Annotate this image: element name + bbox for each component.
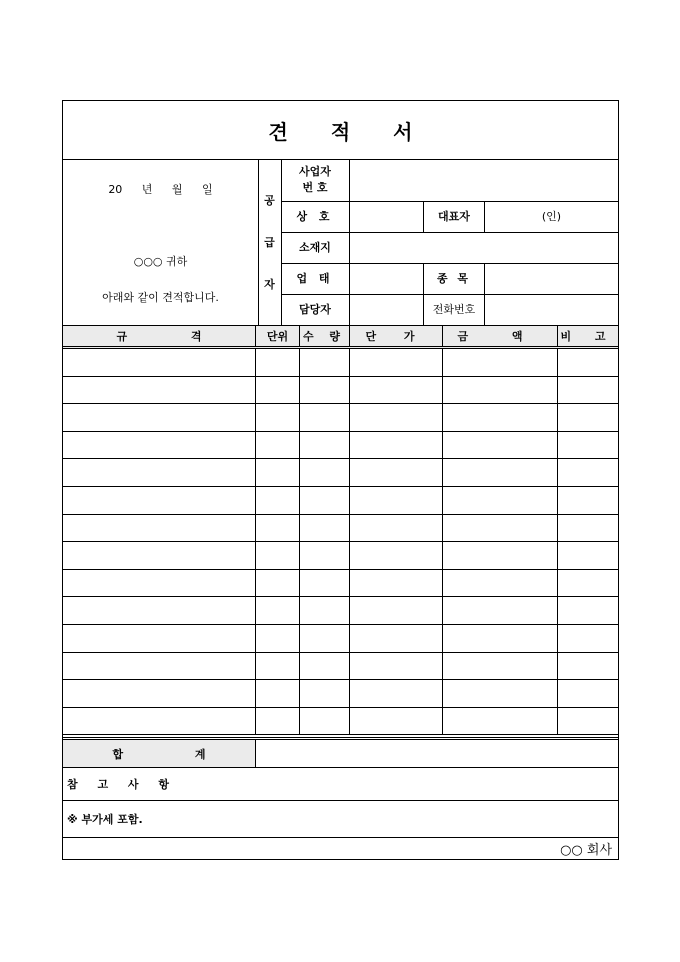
cell-unit-price[interactable] — [350, 708, 443, 735]
business-item-label: 종 목 — [424, 263, 485, 294]
company-name-input[interactable] — [350, 201, 424, 232]
cell-unit[interactable] — [256, 459, 300, 486]
table-row — [63, 487, 618, 515]
cell-unit[interactable] — [256, 349, 300, 376]
table-row — [63, 680, 618, 708]
table-header — [63, 325, 618, 349]
table-row — [63, 349, 618, 377]
cell-spec[interactable] — [63, 653, 256, 680]
total-value[interactable] — [256, 740, 618, 767]
cell-spec[interactable] — [63, 708, 256, 735]
contact-row — [281, 294, 618, 325]
cell-amount[interactable] — [443, 349, 558, 376]
header-quantity: 수 량 — [300, 326, 350, 346]
table-row — [63, 653, 618, 681]
cell-remarks[interactable] — [558, 349, 618, 376]
table-row — [63, 459, 618, 487]
cell-spec[interactable] — [63, 349, 256, 376]
notes-label: 참 고 사 항 — [63, 768, 618, 801]
cell-amount[interactable] — [443, 404, 558, 431]
supplier-label-char: 자 — [264, 278, 275, 291]
business-number-input[interactable] — [350, 159, 618, 201]
cell-quantity[interactable] — [300, 653, 350, 680]
cell-amount[interactable] — [443, 515, 558, 542]
business-type-input[interactable] — [350, 263, 424, 294]
address-input[interactable] — [350, 232, 618, 263]
header-unit-price: 단 가 — [350, 326, 443, 346]
cell-remarks[interactable] — [558, 459, 618, 486]
cell-spec[interactable] — [63, 570, 256, 597]
cell-quantity[interactable] — [300, 459, 350, 486]
cell-unit[interactable] — [256, 570, 300, 597]
cell-quantity[interactable] — [300, 432, 350, 459]
supplier-label-char: 급 — [264, 236, 275, 249]
cell-quantity[interactable] — [300, 515, 350, 542]
business-item-input[interactable] — [485, 263, 618, 294]
cell-amount[interactable] — [443, 625, 558, 652]
cell-quantity[interactable] — [300, 542, 350, 569]
cell-unit[interactable] — [256, 377, 300, 404]
cell-spec[interactable] — [63, 597, 256, 624]
contact-person-input[interactable] — [350, 294, 424, 325]
table-row — [63, 515, 618, 543]
cell-unit[interactable] — [256, 487, 300, 514]
cell-spec[interactable] — [63, 432, 256, 459]
address-label: 소재지 — [281, 232, 350, 263]
cell-quantity[interactable] — [300, 708, 350, 735]
representative-seal[interactable]: (인) — [541, 209, 562, 223]
business-type-row — [281, 263, 618, 295]
cell-remarks[interactable] — [558, 515, 618, 542]
cell-amount[interactable] — [443, 542, 558, 569]
cell-unit-price[interactable] — [350, 515, 443, 542]
cell-unit[interactable] — [256, 542, 300, 569]
cell-spec[interactable] — [63, 459, 256, 486]
cell-unit-price[interactable] — [350, 432, 443, 459]
phone-label: 전화번호 — [424, 294, 485, 325]
recipient-name[interactable]: ○○○ 귀하 — [133, 255, 188, 268]
header-unit: 단위 — [256, 326, 300, 346]
cell-unit-price[interactable] — [350, 487, 443, 514]
cell-remarks[interactable] — [558, 625, 618, 652]
address-row — [281, 232, 618, 264]
statement-text: 아래와 같이 견적합니다. — [102, 291, 219, 304]
table-row — [63, 432, 618, 460]
company-name-row — [281, 201, 618, 233]
cell-amount[interactable] — [443, 708, 558, 735]
cell-amount[interactable] — [443, 653, 558, 680]
table-row — [63, 404, 618, 432]
cell-amount[interactable] — [443, 487, 558, 514]
date-field[interactable]: 20 년 월 일 — [108, 183, 213, 196]
business-type-label: 업 태 — [281, 263, 350, 294]
cell-quantity[interactable] — [300, 487, 350, 514]
cell-remarks[interactable] — [558, 542, 618, 569]
cell-remarks[interactable] — [558, 404, 618, 431]
header-amount: 금 액 — [443, 326, 558, 346]
cell-remarks[interactable] — [558, 432, 618, 459]
contact-person-label: 담당자 — [281, 294, 350, 325]
table-row — [63, 708, 618, 736]
cell-spec[interactable] — [63, 680, 256, 707]
cell-unit-price[interactable] — [350, 680, 443, 707]
cell-unit[interactable] — [256, 680, 300, 707]
company-name-label: 상 호 — [281, 201, 350, 232]
cell-quantity[interactable] — [300, 680, 350, 707]
cell-amount[interactable] — [443, 377, 558, 404]
cell-unit[interactable] — [256, 625, 300, 652]
page-title: 견 적 서 — [268, 119, 431, 144]
cell-unit-price[interactable] — [350, 349, 443, 376]
total-row — [63, 737, 618, 768]
table-row — [63, 570, 618, 598]
business-number-label: 사업자 번 호 — [281, 159, 350, 201]
phone-input[interactable] — [485, 294, 618, 325]
cell-remarks[interactable] — [558, 570, 618, 597]
cell-spec[interactable] — [63, 377, 256, 404]
supplier-label — [258, 159, 282, 325]
recipient-block — [63, 159, 259, 325]
cell-quantity[interactable] — [300, 377, 350, 404]
cell-amount[interactable] — [443, 432, 558, 459]
cell-quantity[interactable] — [300, 570, 350, 597]
quotation-form — [62, 100, 619, 860]
cell-spec[interactable] — [63, 404, 256, 431]
cell-unit[interactable] — [256, 404, 300, 431]
table-row — [63, 597, 618, 625]
header-section — [63, 159, 618, 325]
supplier-grid — [281, 159, 618, 325]
cell-amount[interactable] — [443, 597, 558, 624]
notes-text[interactable]: ※ 부가세 포함. — [63, 801, 618, 838]
cell-quantity[interactable] — [300, 404, 350, 431]
cell-spec[interactable] — [63, 487, 256, 514]
cell-unit-price[interactable] — [350, 459, 443, 486]
cell-unit-price[interactable] — [350, 570, 443, 597]
cell-unit-price[interactable] — [350, 377, 443, 404]
table-row — [63, 377, 618, 405]
cell-unit-price[interactable] — [350, 404, 443, 431]
cell-spec[interactable] — [63, 625, 256, 652]
title-row — [63, 101, 618, 160]
business-number-row — [281, 159, 618, 202]
cell-unit[interactable] — [256, 653, 300, 680]
cell-remarks[interactable] — [558, 708, 618, 735]
cell-unit[interactable] — [256, 708, 300, 735]
table-row — [63, 625, 618, 653]
cell-unit-price[interactable] — [350, 597, 443, 624]
cell-remarks[interactable] — [558, 653, 618, 680]
representative-label: 대표자 — [424, 201, 485, 232]
header-spec: 규 격 — [63, 326, 256, 346]
total-label: 합 계 — [63, 740, 256, 767]
cell-remarks[interactable] — [558, 680, 618, 707]
cell-unit[interactable] — [256, 597, 300, 624]
cell-quantity[interactable] — [300, 349, 350, 376]
cell-remarks[interactable] — [558, 597, 618, 624]
supplier-label-char: 공 — [264, 194, 275, 207]
cell-amount[interactable] — [443, 680, 558, 707]
cell-unit-price[interactable] — [350, 542, 443, 569]
cell-unit-price[interactable] — [350, 653, 443, 680]
cell-quantity[interactable] — [300, 597, 350, 624]
cell-amount[interactable] — [443, 459, 558, 486]
cell-quantity[interactable] — [300, 625, 350, 652]
table-row — [63, 542, 618, 570]
company-name: ○○ 회사 — [560, 843, 612, 858]
cell-remarks[interactable] — [558, 377, 618, 404]
cell-amount[interactable] — [443, 570, 558, 597]
cell-unit[interactable] — [256, 432, 300, 459]
cell-spec[interactable] — [63, 542, 256, 569]
cell-spec[interactable] — [63, 515, 256, 542]
cell-unit[interactable] — [256, 515, 300, 542]
cell-unit-price[interactable] — [350, 625, 443, 652]
header-remarks: 비 고 — [560, 330, 616, 343]
cell-remarks[interactable] — [558, 487, 618, 514]
